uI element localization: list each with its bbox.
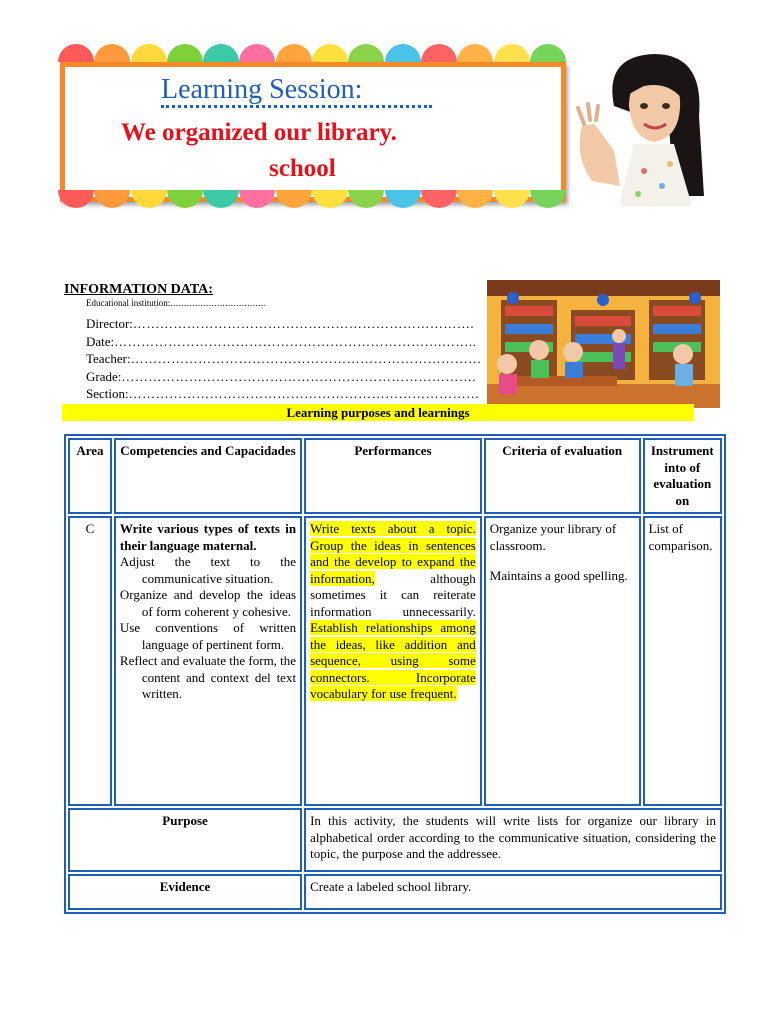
teacher-illustration bbox=[574, 46, 724, 206]
table-row bbox=[68, 516, 722, 806]
header-performances: Performances bbox=[304, 438, 482, 514]
banner-scallop bbox=[203, 44, 239, 62]
banner-scallop bbox=[530, 190, 566, 208]
purpose-text: In this activity, the students will write lists for organize our library in alphabetical order according to the communicative situation, considering the topic, the purpose and the addressee. bbox=[304, 808, 722, 872]
header-criteria: Criteria of evaluation bbox=[484, 438, 641, 514]
banner-scallop bbox=[239, 190, 275, 208]
banner-scallop-bottom bbox=[58, 190, 566, 208]
session-subtitle-2: school bbox=[269, 155, 336, 182]
banner-scallop bbox=[348, 190, 384, 208]
session-banner bbox=[60, 62, 566, 202]
banner-scallop bbox=[530, 44, 566, 62]
header-area: Area bbox=[68, 438, 112, 514]
criteria-item: Maintains a good spelling. bbox=[489, 568, 628, 583]
banner-scallop bbox=[457, 44, 493, 62]
banner-scallop bbox=[167, 44, 203, 62]
evidence-row bbox=[68, 874, 722, 910]
banner-scallop bbox=[312, 190, 348, 208]
info-list bbox=[58, 298, 498, 404]
info-row-institution: Educational institution: ................................... bbox=[86, 298, 267, 308]
evidence-text: Create a labeled school library. bbox=[304, 874, 722, 910]
competency-item: Adjust the text to the communicative situation. bbox=[119, 554, 297, 586]
performance-highlight-2: Establish relationships among the ideas, like addition and sequence, using some connectors. Incorporate vocabulary for use frequent. bbox=[310, 620, 476, 701]
header-instrument: Instrument into of evaluation on bbox=[643, 438, 722, 514]
cell-instrument: List of comparison. bbox=[643, 516, 722, 806]
learning-table bbox=[64, 434, 726, 914]
cell-performances bbox=[304, 516, 482, 806]
evidence-label: Evidence bbox=[68, 874, 302, 910]
banner-scallop bbox=[131, 44, 167, 62]
session-subtitle: We organized our library. bbox=[121, 119, 397, 146]
header-competencies: Competencies and Capacidades bbox=[114, 438, 302, 514]
info-heading: INFORMATION DATA: bbox=[64, 282, 213, 297]
competency-title: Write various types of texts in their language maternal. bbox=[119, 521, 297, 553]
banner-scallop bbox=[348, 44, 384, 62]
banner-scallop bbox=[58, 190, 94, 208]
banner-scallop bbox=[94, 190, 130, 208]
criteria-item: Organize your library of classroom. bbox=[489, 521, 617, 553]
cell-area: C bbox=[68, 516, 112, 806]
session-title: Learning Session: bbox=[161, 75, 432, 108]
purpose-row bbox=[68, 808, 722, 872]
info-row-date: Date: ……………………………………………………………….…….. bbox=[86, 333, 477, 349]
banner-scallop bbox=[167, 190, 203, 208]
banner-scallop-top bbox=[58, 44, 566, 62]
table-header-row bbox=[68, 438, 722, 514]
banner-scallop bbox=[385, 44, 421, 62]
banner-scallop bbox=[58, 44, 94, 62]
library-illustration bbox=[487, 280, 720, 408]
performance-highlight: Write texts about a topic. Group the ideas in sentences and the develop to expand the information, bbox=[310, 521, 476, 586]
info-row-grade: Grade: ……………………………………………………………………. bbox=[86, 368, 477, 384]
learning-purposes-heading: Learning purposes and learnings bbox=[62, 404, 694, 421]
banner-scallop bbox=[312, 44, 348, 62]
banner-scallop bbox=[239, 44, 275, 62]
info-row-teacher: Teacher: …………………………………………………………………… bbox=[86, 351, 482, 366]
cell-competencies bbox=[114, 516, 302, 806]
info-row-section: Section: …………………………………………………………………… bbox=[86, 386, 480, 401]
banner-scallop bbox=[421, 44, 457, 62]
competency-item: Use conventions of written language of pertinent form. bbox=[119, 620, 297, 652]
purpose-label: Purpose bbox=[68, 808, 302, 872]
banner-scallop bbox=[421, 190, 457, 208]
banner-scallop bbox=[494, 44, 530, 62]
competency-item: Reflect and evaluate the form, the content and context del text written. bbox=[119, 653, 297, 701]
performance-text: although sometimes it can reiterate information unnecessarily. bbox=[310, 570, 476, 619]
banner-scallop bbox=[457, 190, 493, 208]
banner-scallop bbox=[385, 190, 421, 208]
banner-scallop bbox=[276, 44, 312, 62]
banner-scallop bbox=[94, 44, 130, 62]
banner-scallop bbox=[494, 190, 530, 208]
banner-scallop bbox=[276, 190, 312, 208]
banner-scallop bbox=[203, 190, 239, 208]
info-row-director: Director: …………………………………………………………………. bbox=[86, 316, 475, 331]
competency-item: Organize and develop the ideas of form coherent y cohesive. bbox=[119, 587, 297, 619]
cell-criteria bbox=[484, 516, 641, 806]
banner-scallop bbox=[131, 190, 167, 208]
